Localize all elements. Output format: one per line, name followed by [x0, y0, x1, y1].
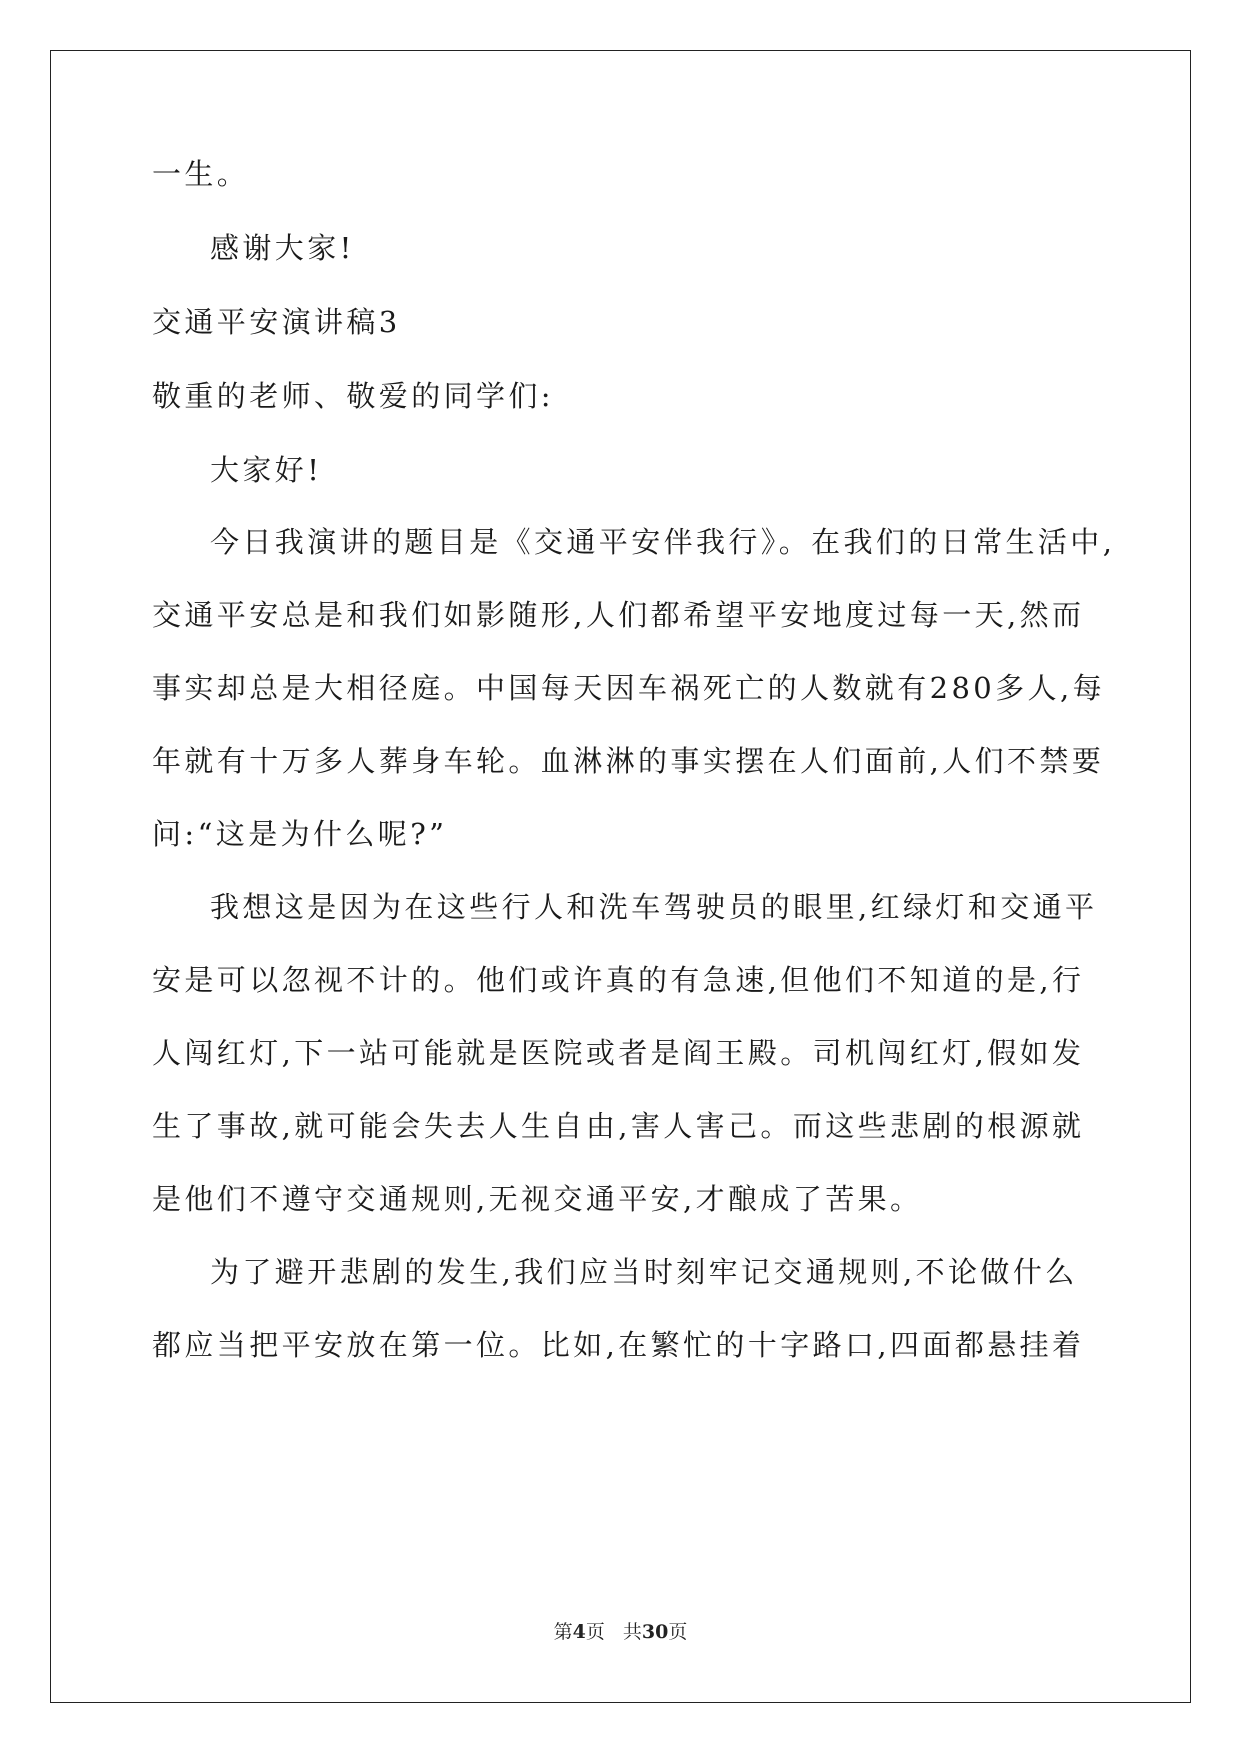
total-suffix: 页	[668, 1621, 688, 1643]
text-line: 交通平安总是和我们如影随形,人们都希望平安地度过每一天,然而	[152, 598, 1085, 632]
page-suffix: 页	[585, 1621, 605, 1643]
total-prefix: 共	[622, 1621, 642, 1643]
text-line: 感谢大家!	[210, 231, 355, 265]
text-line: 安是可以忽视不计的。他们或许真的有急速,但他们不知道的是,行	[152, 963, 1085, 997]
text-line: 是他们不遵守交通规则,无视交通平安,才酿成了苦果。	[152, 1182, 923, 1216]
text-line: 今日我演讲的题目是《交通平安伴我行》。在我们的日常生活中,	[210, 525, 1116, 559]
text-line: 事实却总是大相径庭。中国每天因车祸死亡的人数就有280多人,每	[152, 671, 1105, 705]
text-line: 都应当把平安放在第一位。比如,在繁忙的十字路口,四面都悬挂着	[152, 1328, 1085, 1362]
text-line: 我想这是因为在这些行人和洗车驾驶员的眼里,红绿灯和交通平	[210, 890, 1098, 924]
page-total: 30	[641, 1621, 669, 1643]
page-border	[50, 50, 1191, 1703]
section-heading: 交通平安演讲稿3	[152, 305, 401, 339]
page-prefix: 第	[553, 1621, 573, 1643]
text-line: 生了事故,就可能会失去人生自由,害人害己。而这些悲剧的根源就	[152, 1109, 1085, 1143]
text-line: 问:“这是为什么呢?”	[152, 817, 448, 851]
greeting: 大家好!	[210, 453, 323, 487]
page-footer	[0, 1620, 1241, 1644]
text-line: 年就有十万多人葬身车轮。血淋淋的事实摆在人们面前,人们不禁要	[152, 744, 1105, 778]
salutation: 敬重的老师、敬爱的同学们:	[152, 379, 554, 413]
text-line: 人闯红灯,下一站可能就是医院或者是阎王殿。司机闯红灯,假如发	[152, 1036, 1085, 1070]
text-line: 为了避开悲剧的发生,我们应当时刻牢记交通规则,不论做什么	[210, 1255, 1078, 1289]
text-line: 一生。	[152, 157, 250, 191]
page-current: 4	[572, 1621, 586, 1643]
